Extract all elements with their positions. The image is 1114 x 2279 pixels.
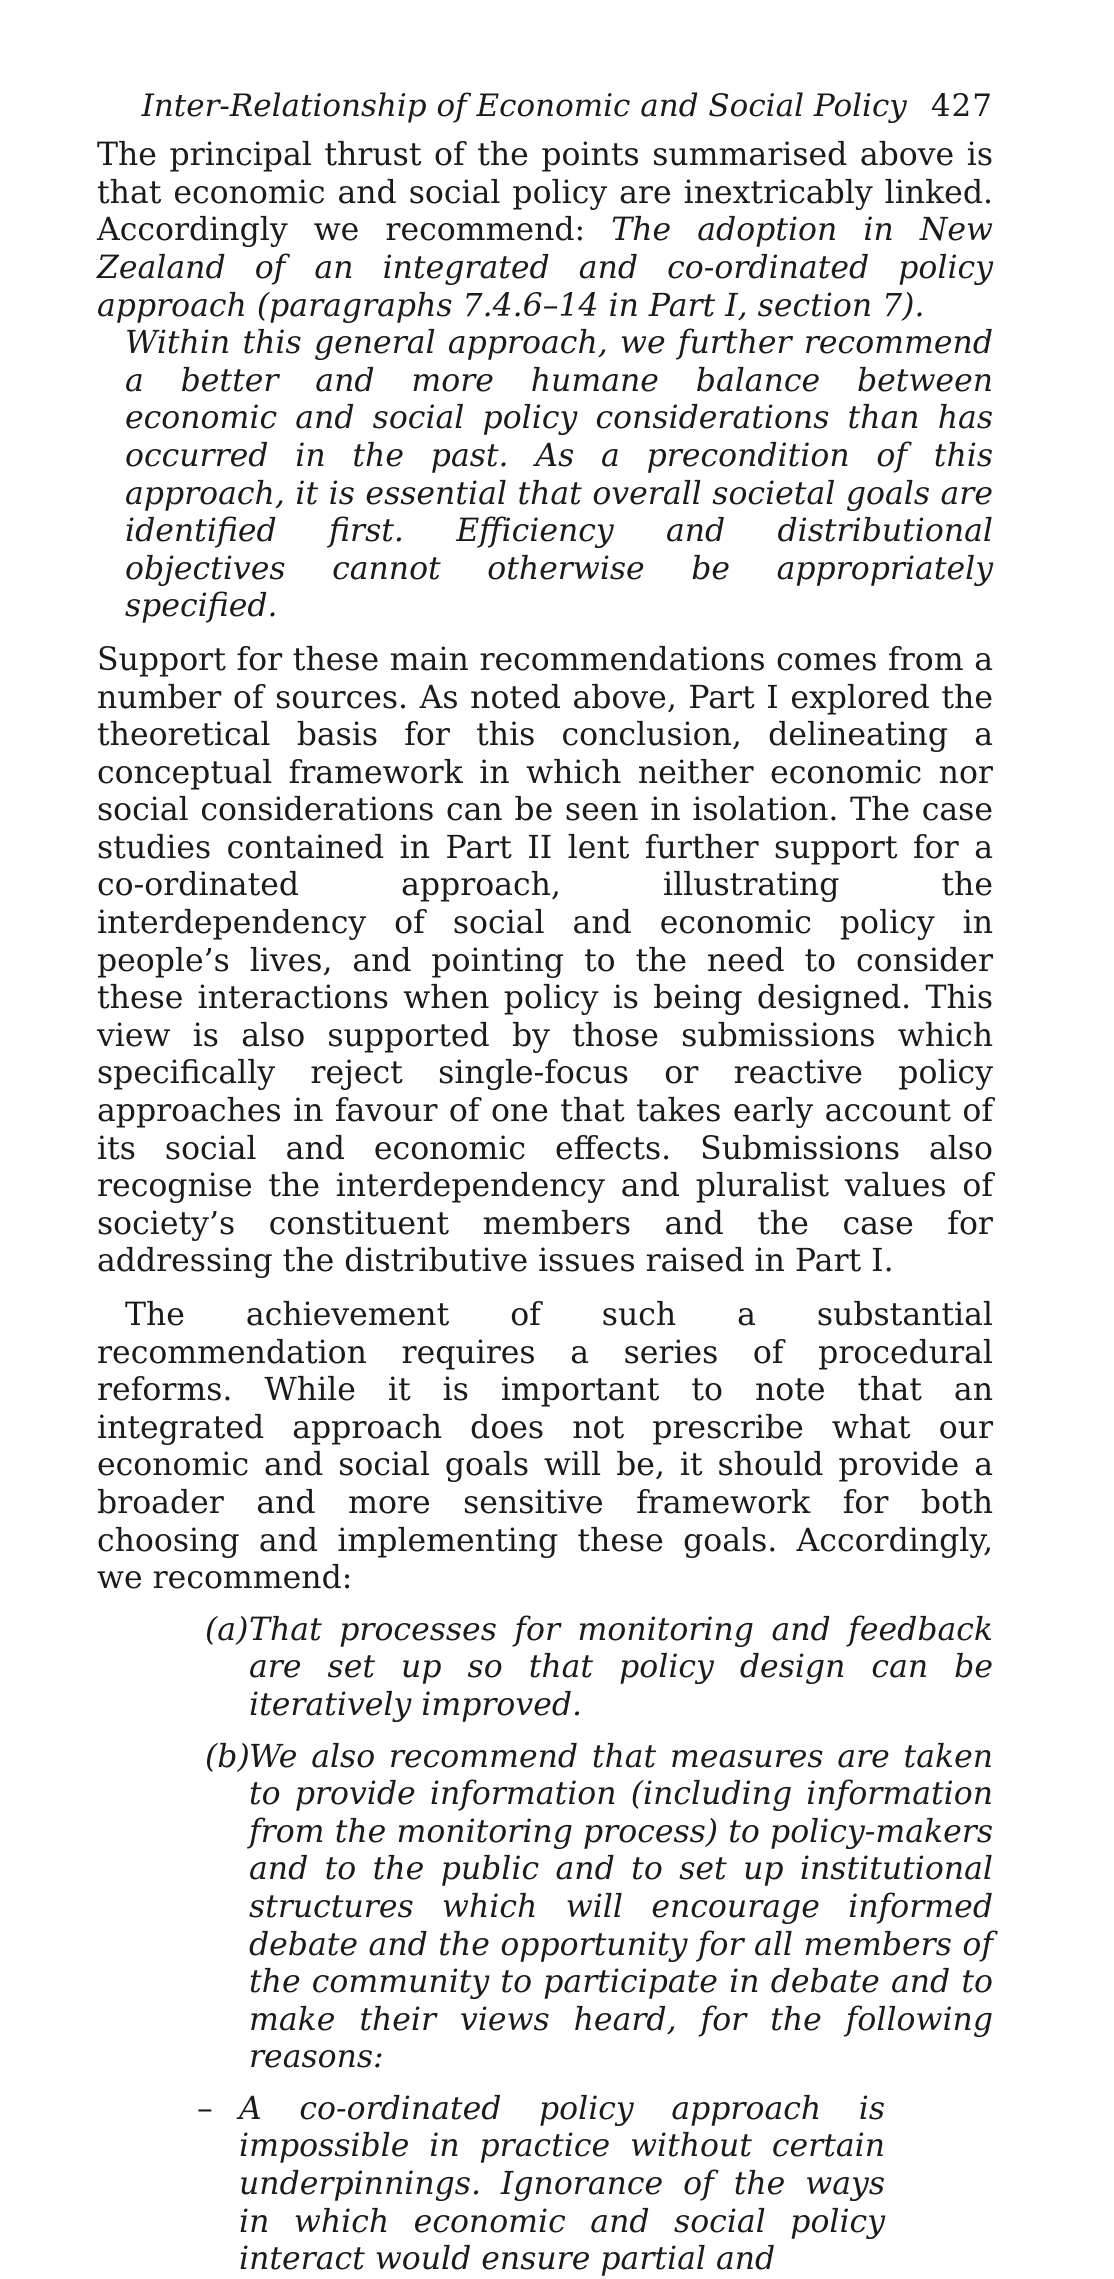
recommendation-start: The adoption in New Zealand of an integrated and co-ordinated policy approach (paragraphs 7.4.6–14 in Part I, section 7). (97, 212, 994, 324)
list-marker: (b) (205, 1738, 250, 1775)
list-item-text: That processes for monitoring and feedback are set up so that policy design can be iteratively improved. (249, 1611, 993, 1723)
sub-list (197, 2091, 885, 2279)
page-number: 427 (930, 88, 993, 124)
paragraph-support: Support for these main recommendations comes from a number of sources. As noted above, Part I explored the theoretical basis for this conclusion, delineating a conceptual framework in which neither economic nor social considerations can be seen in isolation. The case studies contained in Part II lent further support for a co-ordinated approach, illustrating the interdependency of social and economic policy in people’s lives, and pointing to the need to consider these interactions when policy is being designed. This view is also supported by those submissions which specifically reject single-focus or reactive policy approaches in favour of one that takes early account of its social and economic effects. Submissions also recognise the interdependency and pluralist values of society’s constituent members and the case for addressing the distributive issues raised in Part I. (97, 641, 993, 1280)
running-title: Inter-Relationship of Economic and Social Policy (141, 88, 907, 124)
paragraph-principal-thrust (97, 137, 993, 325)
list-item (205, 1612, 993, 1725)
list-item-text: We also recommend that measures are taken to provide information (including information from the monitoring process) to policy-makers and to the public and to set up institutional structures which will encourage informed debate and the opportunity for all members of the community to participate in debate and to make their views heard, for the following reasons: (249, 1738, 993, 2076)
sub-list-item (197, 2091, 885, 2279)
paragraph-intro-text: The principal thrust of the points summarised above is that economic and social policy are inextricably linked. Accordingly we recommend: (97, 137, 993, 249)
list-marker: (a) (205, 1611, 249, 1648)
list-item (205, 1739, 993, 2077)
sub-list-item-text: A co-ordinated policy approach is impossible in practice without certain underpinnings. Ignorance of the ways in which economic and social policy interact would ensure partial and (239, 2090, 885, 2278)
recommendation-list (205, 1612, 993, 2077)
paragraph-achievement: The achievement of such a substantial recommendation requires a series of procedural reforms. While it is important to note that an integrated approach does not prescribe what our economic and social goals will be, it should provide a broader and more sensitive framework for both choosing and implementing these goals. Accordingly, we recommend: (97, 1297, 993, 1597)
document-page (97, 88, 993, 2279)
recommendation-continuation: Within this general approach, we further recommend a better and more humane balance between economic and social policy considerations than has occurred in the past. As a precondition of this approach, it is essential that overall societal goals are identified first. Efficiency and distributional objectives cannot otherwise be appropriately specified. (125, 325, 993, 625)
dash-marker: – (197, 2090, 213, 2127)
running-header (97, 88, 993, 125)
